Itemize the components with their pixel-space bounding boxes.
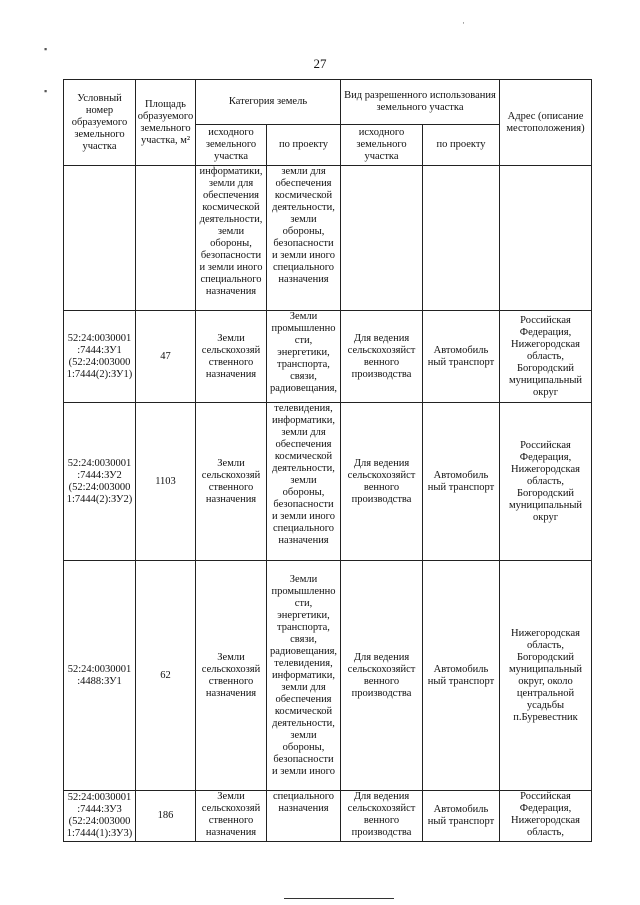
scan-mark: ▪	[44, 86, 48, 96]
header-usage-project: по проекту	[423, 125, 500, 166]
table-row	[64, 166, 592, 311]
header-area: Площадь образуемого земельного участка, м²	[136, 80, 196, 166]
row-usage-source: Для ведения сельскохозяйст венного производства	[341, 791, 423, 842]
row-usage-source: Для ведения сельскохозяйст венного производства	[341, 561, 423, 791]
page-number: 27	[313, 56, 327, 71]
row-category-project: земли для обеспечения космической деятельности, земли обороны, безопасности и земли иного специального назначения	[267, 166, 341, 311]
row-category-project: телевидения, информатики, земли для обеспечения космической деятельности, земли обороны, безопасности и земли иного специального назначения	[267, 403, 341, 561]
table-row	[64, 791, 592, 842]
land-plots-table	[63, 79, 592, 842]
header-row	[64, 80, 592, 125]
row-usage-source	[341, 166, 423, 311]
header-category-project: по проекту	[267, 125, 341, 166]
footer-line	[284, 898, 394, 899]
row-category-project: Земли промышленно сти, энергетики, транспорта, связи, радиовещания,	[267, 311, 341, 403]
row-address	[500, 166, 592, 311]
row-address: Нижегородская область, Богородский муниципальный округ, около центральной усадьбы п.Буревестник	[500, 561, 592, 791]
row-category-source: Земли сельскохозяй ственного назначения	[196, 403, 267, 561]
row-number: 52:24:0030001 :4488:ЗУ1	[64, 561, 136, 791]
row-number: 52:24:0030001 :7444:ЗУ3 (52:24:003000 1:7444(1):ЗУ3)	[64, 791, 136, 842]
row-category-source: Земли сельскохозяй ственного назначения	[196, 311, 267, 403]
header-address: Адрес (описание местоположения)	[500, 80, 592, 166]
row-usage-project: Автомобиль ный транспорт	[423, 311, 500, 403]
row-number: 52:24:0030001 :7444:ЗУ2 (52:24:003000 1:7444(2):ЗУ2)	[64, 403, 136, 561]
row-usage-project: Автомобиль ный транспорт	[423, 791, 500, 842]
row-usage-project: Автомобиль ный транспорт	[423, 403, 500, 561]
header-category: Категория земель	[196, 80, 341, 125]
scan-mark: ·	[462, 18, 465, 28]
row-number: 52:24:0030001 :7444:ЗУ1 (52:24:003000 1:7444(2):ЗУ1)	[64, 311, 136, 403]
row-usage-project	[423, 166, 500, 311]
row-usage-source: Для ведения сельскохозяйст венного производства	[341, 403, 423, 561]
row-area: 62	[136, 561, 196, 791]
header-category-source: исходного земельного участка	[196, 125, 267, 166]
row-number	[64, 166, 136, 311]
row-category-source: Земли сельскохозяй ственного назначения	[196, 791, 267, 842]
row-usage-source: Для ведения сельскохозяйст венного производства	[341, 311, 423, 403]
header-number: Условный номер образуемого земельного участка	[64, 80, 136, 166]
row-address: Российская Федерация, Нижегородская область, Богородский муниципальный округ	[500, 403, 592, 561]
scan-mark: ▪	[44, 44, 48, 54]
row-category-project: Земли промышленно сти, энергетики, транспорта, связи, радиовещания, телевидения, информатики, земли для обеспечения космической деятельности, земли обороны, безопасности и земли иного	[267, 561, 341, 791]
row-area	[136, 166, 196, 311]
table-row	[64, 561, 592, 791]
row-category-source: Земли сельскохозяй ственного назначения	[196, 561, 267, 791]
row-address: Российская Федерация, Нижегородская область,	[500, 791, 592, 842]
row-address: Российская Федерация, Нижегородская область, Богородский муниципальный округ	[500, 311, 592, 403]
table-row	[64, 403, 592, 561]
row-area: 1103	[136, 403, 196, 561]
table-row	[64, 311, 592, 403]
header-usage-source: исходного земельного участка	[341, 125, 423, 166]
row-area: 47	[136, 311, 196, 403]
row-category-source: информатики, земли для обеспечения космической деятельности, земли обороны, безопасности и земли иного специального назначения	[196, 166, 267, 311]
header-usage: Вид разрешенного использования земельного участка	[341, 80, 500, 125]
row-category-project: специального назначения	[267, 791, 341, 842]
row-area: 186	[136, 791, 196, 842]
row-usage-project: Автомобиль ный транспорт	[423, 561, 500, 791]
